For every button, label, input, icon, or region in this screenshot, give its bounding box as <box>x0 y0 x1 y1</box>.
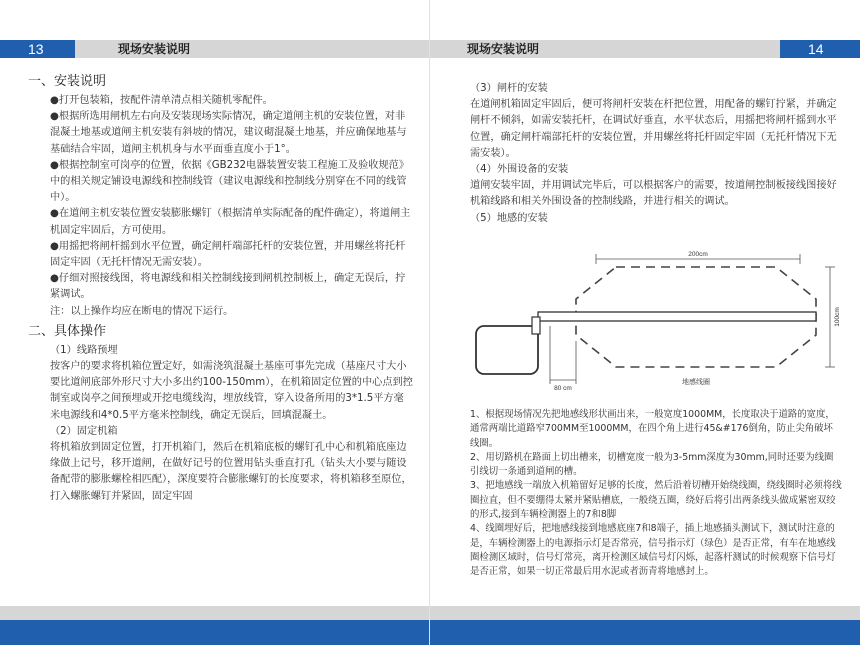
subsection-title: （4）外围设备的安装 <box>470 164 569 176</box>
list-item: ●打开包装箱，按配件清单清点相关随机零配件。 <box>50 95 273 106</box>
section-heading: 一、安装说明 <box>28 74 107 89</box>
subsection-title: （5）地感的安装 <box>470 212 548 224</box>
left-content <box>28 73 413 505</box>
barrier-cabinet <box>476 326 538 374</box>
list-item: ●用摇把将闸杆摇到水平位置，确定闸杆端部托杆的安装位置，并用螺丝将托杆固定牢固（无托杆情况无需安装）。 <box>50 240 406 269</box>
coil-label: 地感线圈 <box>682 378 710 386</box>
subsection-title: （2）固定机箱 <box>50 425 118 437</box>
note: 注：以上操作均应在断电的情况下运行。 <box>50 305 234 317</box>
subsection-body: 按客户的要求将机箱位置定好，如需浇筑混凝土基座可事先完成（基座尺寸大小要比道闸底部外形尺寸大小多出约100-150mm），在机箱固定位置的中心点到控制室或岗亭之间预埋或开挖电缆线沟，埋放线管，穿入设备所用的3*1.5平方毫米电源线和4*0.5平方毫米控制线，确定无误后，回填混凝土。 <box>50 361 413 421</box>
subsection-body: 将机箱放到固定位置，打开机箱门，然后在机箱底板的螺钉孔中心和机箱底座边缘做上记号，移开道闸，在做好记号的位置用钻头垂直打孔（钻头大小要与随设备配带的膨胀螺栓相匹配），深度要符合膨胀螺钉的长度要求，将机箱移至原位，打入螺胀螺钉并紧固，固定牢固 <box>50 442 412 502</box>
width-label: 200cm <box>688 251 708 258</box>
subsection-body: 道闸安装牢固，并用调试完毕后，可以根据客户的需要，按道闸控制板接线图接好机箱线路和相关外围设备的控制线路，并进行相关的调试。 <box>470 180 837 208</box>
loop-diagram-svg <box>470 246 850 396</box>
subsection-body: 在道闸机箱固定牢固后，便可将闸杆安装在杆把位置，用配备的螺钉拧紧，并确定闸杆不倾斜，如需安装托杆，在调试好垂直，水平状态后，用摇把将闸杆摇到水平位置，确定闸杆端部托杆的安装位置，并用螺丝将托杆固定牢固（无托杆情况下无需安装）。 <box>470 99 837 159</box>
step-item: 1、根据现场情况先把地感线形状画出来，一般宽度1000MM，长度取决于道路的宽度，通常两端比道路窄700MM至1000MM，在四个角上进行45&#176倒角，防止尖角破坏线圈。 <box>470 409 835 449</box>
loop-diagram <box>470 246 850 396</box>
section-heading: 二、具体操作 <box>28 323 107 339</box>
arm-mount <box>532 317 540 334</box>
subsection-title: （1）线路预埋 <box>50 344 118 356</box>
header-title: 现场安装说明 <box>118 42 191 56</box>
offset-label: 80 cm <box>554 385 572 392</box>
list-item: ●在道闸主机安装位置安装膨胀螺钉（根据清单实际配备的配件确定），将道闸主机固定牢固后，方可使用。 <box>50 208 411 236</box>
page-number: 13 <box>0 40 75 58</box>
right-content <box>470 81 840 227</box>
list-item: ●根据控制室可岗亭的位置，依据《GB232电器装置安装工程施工及验收规范》中的相关规定铺设电源线和控制线管（建议电源线和控制线分别穿在不同的线管中）。 <box>50 159 410 204</box>
height-label: 100cm <box>834 307 841 327</box>
install-steps <box>470 408 842 580</box>
step-item: 2、用切路机在路面上切出槽来，切槽宽度一般为3-5mm深度为30mm,同时还要为线圈引线切一条通到道闸的槽。 <box>470 451 834 478</box>
right-page <box>430 0 860 645</box>
list-item: ●仔细对照接线图，将电源线和相关控制线接到闸机控制板上，确定无误后，拧紧调试。 <box>50 273 406 301</box>
page-number: 14 <box>780 40 860 58</box>
footer-accent <box>0 620 430 645</box>
footer-accent <box>430 620 860 645</box>
footer-bar <box>0 606 430 620</box>
subsection-title: （3）闸杆的安装 <box>470 83 548 94</box>
header-title: 现场安装说明 <box>467 42 540 56</box>
boom-arm <box>538 312 816 321</box>
footer-bar <box>430 606 860 620</box>
list-item: ●根据所选用闸机左右向及安装现场实际情况，确定道闸主机的安装位置，对非混凝土地基或道闸主机安装有斜坡的情况，建议砌混凝土地基，并应确保地基与基础结合牢固，道闸主机机身与水平面垂直度小于1°。 <box>50 111 407 155</box>
step-item: 3、把地感线一端放入机箱留好足够的长度，然后沿着切槽开始绕线圈，绕线圈时必须将线圈拉直，但不要绷得太紧并紧贴槽底，一般绕五圈，绕好后将引出两条线头做成紧密双绞的形式,接到车辆检测器上的7和8脚 <box>470 480 842 521</box>
step-item: 4、线圈埋好后，把地感线接到地感底座7和8端子，插上地感插头测试下，测试时注意的是，车辆检测器上的电源指示灯是否常亮，信号指示灯（绿色）是否正常，有车在地感线圈检测区域时，信号灯常亮，离开检测区域信号灯闪烁，起落杆测试的时候观察下信号灯是否正常，如果一切正常最后用水泥或者沥青将地感封上。 <box>470 523 836 578</box>
